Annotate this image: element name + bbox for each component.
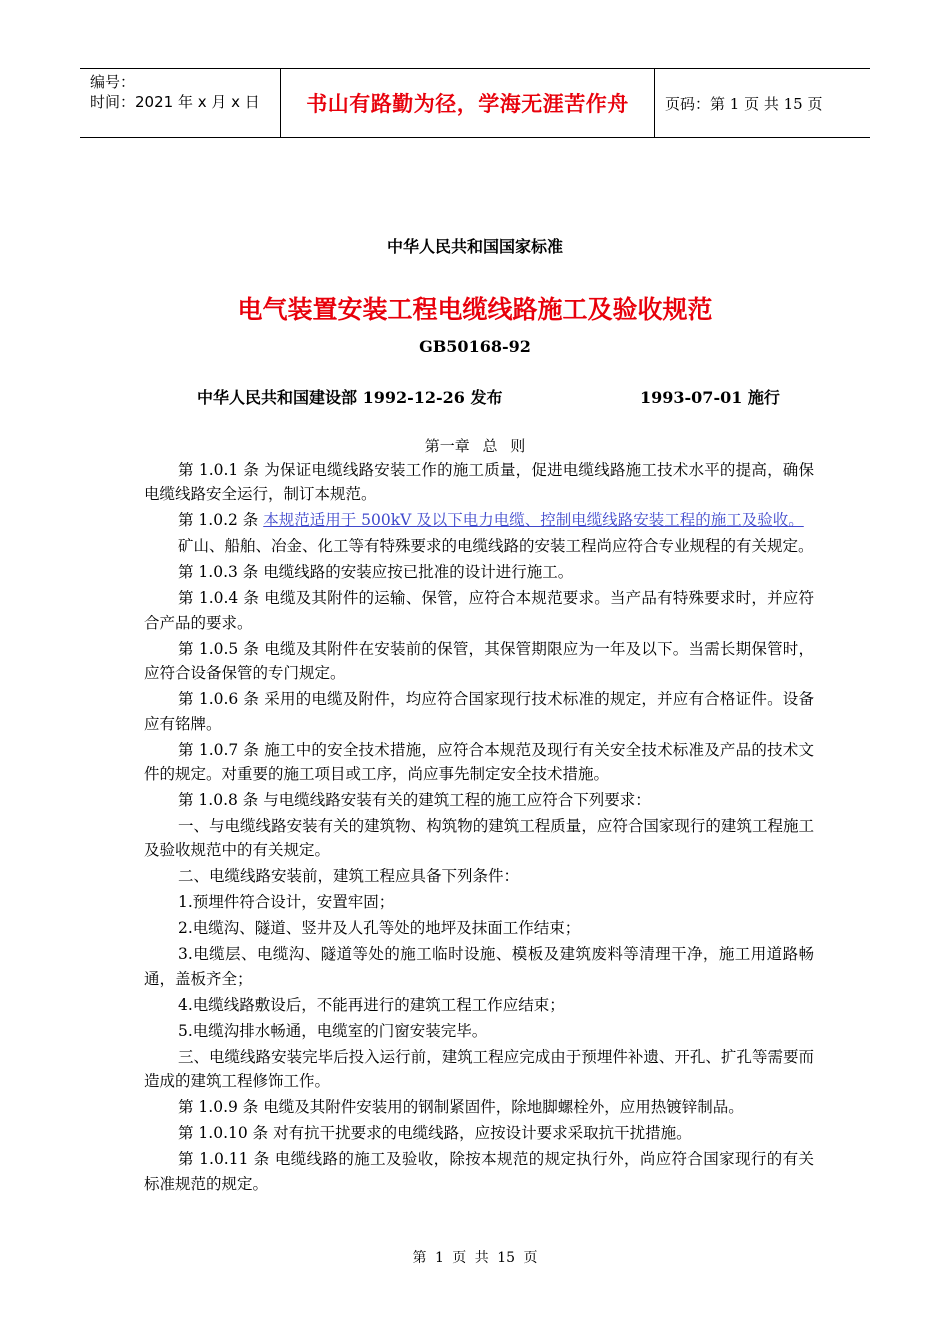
clause-paragraph: 3.电缆层、电缆沟、隧道等处的施工临时设施、模板及建筑废料等清理干净，施工用道路畅通，盖板齐全； (144, 945, 814, 988)
clause-number: 第 1.0.2 条 (178, 511, 264, 530)
header-meta (80, 69, 281, 137)
clause-paragraph: 第 1.0.6 条 采用的电缆及附件，均应符合国家现行技术标准的规定，并应有合格证件。设备应有铭牌。 (144, 690, 814, 733)
effective-date: 1993-07-01 施行 (640, 388, 780, 407)
clause-paragraph: 第 1.0.8 条 与电缆线路安装有关的建筑工程的施工应符合下列要求： (178, 791, 651, 810)
clause-paragraph (144, 508, 814, 532)
clause-paragraph: 第 1.0.5 条 电缆及其附件在安装前的保管，其保管期限应为一年及以下。当需长期保管时，应符合设备保管的专门规定。 (144, 639, 814, 683)
clause-paragraph: 二、电缆线路安装前，建筑工程应具备下列条件： (178, 867, 520, 886)
clause-paragraph: 4.电缆线路敷设后，不能再进行的建筑工程工作应结束； (178, 995, 565, 1014)
clause-paragraph: 第 1.0.7 条 施工中的安全技术措施，应符合本规范及现行有关安全技术标准及产品的技术文件的规定。对重要的施工项目或工序，尚应事先制定安全技术措施。 (144, 740, 814, 784)
document-title: 电气装置安装工程电缆线路施工及验收规范 (237, 295, 713, 324)
scope-link[interactable]: 本规范适用于 500kV 及以下电力电缆、控制电缆线路安装工程的施工及验收。 (263, 511, 804, 530)
document-body (144, 458, 814, 1198)
header-page-number: 页码：第 1 页 共 15 页 (665, 94, 823, 113)
date-line: 时间：2021 年 x 月 x 日 (90, 93, 260, 111)
page-footer: 第 1 页 共 15 页 (412, 1250, 538, 1266)
page-header (80, 68, 870, 138)
clause-paragraph: 第 1.0.4 条 电缆及其附件的运输、保管，应符合本规范要求。当产品有特殊要求时，并应符合产品的要求。 (144, 589, 814, 632)
clause-paragraph: 三、电缆线路安装完毕后投入运行前，建筑工程应完成由于预埋件补遗、开孔、扩孔等需要而造成的建筑工程修饰工作。 (144, 1047, 814, 1091)
header-motto: 书山有路勤为径，学海无涯苦作舟 (281, 69, 655, 137)
clause-paragraph: 一、与电缆线路安装有关的建筑物、构筑物的建筑工程质量，应符合国家现行的建筑工程施工及验收规范中的有关规定。 (144, 817, 814, 860)
clause-paragraph: 第 1.0.10 条 对有抗干扰要求的电缆线路，应按设计要求采取抗干扰措施。 (178, 1124, 692, 1143)
clause-paragraph: 第 1.0.11 条 电缆线路的施工及验收，除按本规范的规定执行外，尚应符合国家现行的有关标准规范的规定。 (144, 1150, 814, 1193)
clause-paragraph: 第 1.0.3 条 电缆线路的安装应按已批准的设计进行施工。 (178, 563, 574, 582)
clause-paragraph: 第 1.0.1 条 为保证电缆线路安装工作的施工质量，促进电缆线路施工技术水平的提高，确保电缆线路安全运行，制订本规范。 (144, 461, 814, 504)
clause-paragraph: 1.预埋件符合设计，安置牢固； (178, 893, 395, 912)
chapter-heading: 第一章 总 则 (424, 437, 526, 455)
standard-code: GB50168-92 (419, 337, 531, 356)
publish-info: 中华人民共和国建设部 1992-12-26 发布 (197, 388, 503, 407)
clause-paragraph: 5.电缆沟排水畅通，电缆室的门窗安装完毕。 (178, 1021, 488, 1040)
standard-label: 中华人民共和国国家标准 (386, 237, 563, 256)
clause-paragraph: 第 1.0.9 条 电缆及其附件安装用的钢制紧固件，除地脚螺栓外，应用热镀锌制品。 (178, 1098, 744, 1117)
clause-paragraph: 矿山、船舶、冶金、化工等有特殊要求的电缆线路的安装工程尚应符合专业规程的有关规定。 (178, 537, 814, 556)
clause-paragraph: 2.电缆沟、隧道、竖井及人孔等处的地坪及抹面工作结束； (178, 919, 581, 938)
number-label: 编号： (90, 73, 136, 91)
